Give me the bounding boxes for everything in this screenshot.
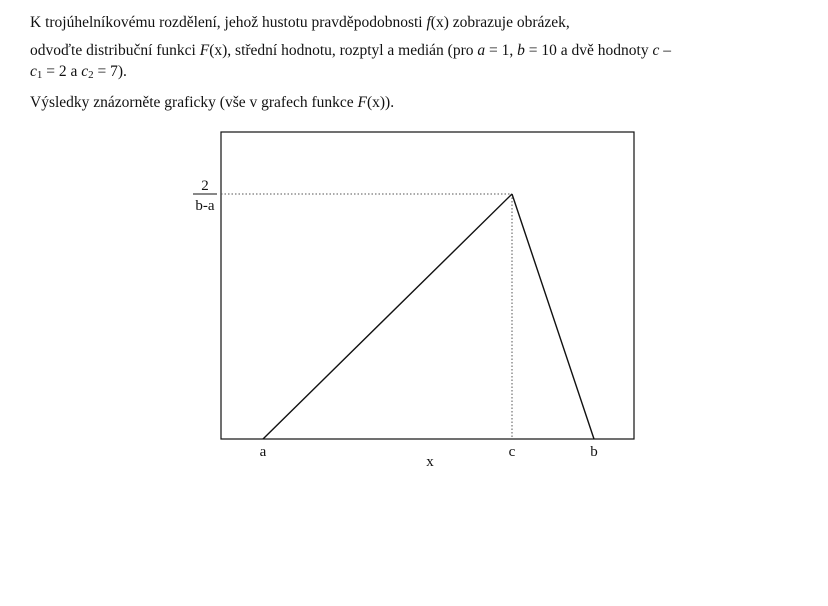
param-a: a bbox=[477, 42, 486, 59]
param-c: c bbox=[652, 42, 660, 59]
density-arg: (x) bbox=[430, 14, 449, 31]
peak-denominator: b-a bbox=[195, 198, 215, 214]
problem-line-4 bbox=[30, 92, 810, 113]
problem-statement bbox=[30, 12, 810, 120]
text-fragment: – bbox=[659, 42, 671, 59]
text-fragment: = 2 a bbox=[42, 63, 82, 80]
tick-label-c: c bbox=[508, 444, 516, 460]
text-fragment: = 1, bbox=[485, 42, 518, 59]
param-c2: c bbox=[81, 63, 89, 80]
density-falling-edge bbox=[512, 194, 594, 439]
subscript-2: 2 bbox=[88, 69, 94, 81]
text-fragment: = 7). bbox=[93, 63, 127, 80]
param-c1: c bbox=[30, 63, 37, 80]
cdf-arg: (x) bbox=[209, 42, 228, 59]
cdf-symbol: F bbox=[199, 42, 210, 59]
tick-label-a: a bbox=[259, 444, 267, 460]
cdf-symbol: F bbox=[357, 94, 367, 111]
param-b: b bbox=[517, 42, 525, 59]
text-fragment: = 10 a dvě hodnoty bbox=[524, 42, 653, 59]
plot-frame bbox=[221, 132, 634, 439]
tick-label-b: b bbox=[590, 444, 598, 460]
problem-line-1 bbox=[30, 12, 810, 33]
peak-numerator: 2 bbox=[201, 178, 209, 194]
problem-line-2 bbox=[30, 40, 810, 86]
text-fragment: zobrazuje obrázek, bbox=[448, 14, 570, 31]
cdf-arg: (x) bbox=[366, 94, 386, 111]
density-symbol: f bbox=[426, 14, 431, 31]
subscript-1: 1 bbox=[36, 69, 43, 81]
text-fragment: , střední hodnotu, rozptyl a medián (pro bbox=[227, 42, 478, 59]
density-rising-edge bbox=[263, 194, 512, 439]
text-fragment: ). bbox=[385, 94, 395, 111]
x-axis-label: x bbox=[426, 454, 434, 470]
text-fragment: K trojúhelníkovému rozdělení, jehož hustotu pravděpodobnosti bbox=[30, 14, 427, 31]
text-fragment: Výsledky znázorněte graficky (vše v grafech funkce bbox=[30, 94, 358, 111]
text-fragment: odvoďte distribuční funkci bbox=[30, 42, 200, 59]
